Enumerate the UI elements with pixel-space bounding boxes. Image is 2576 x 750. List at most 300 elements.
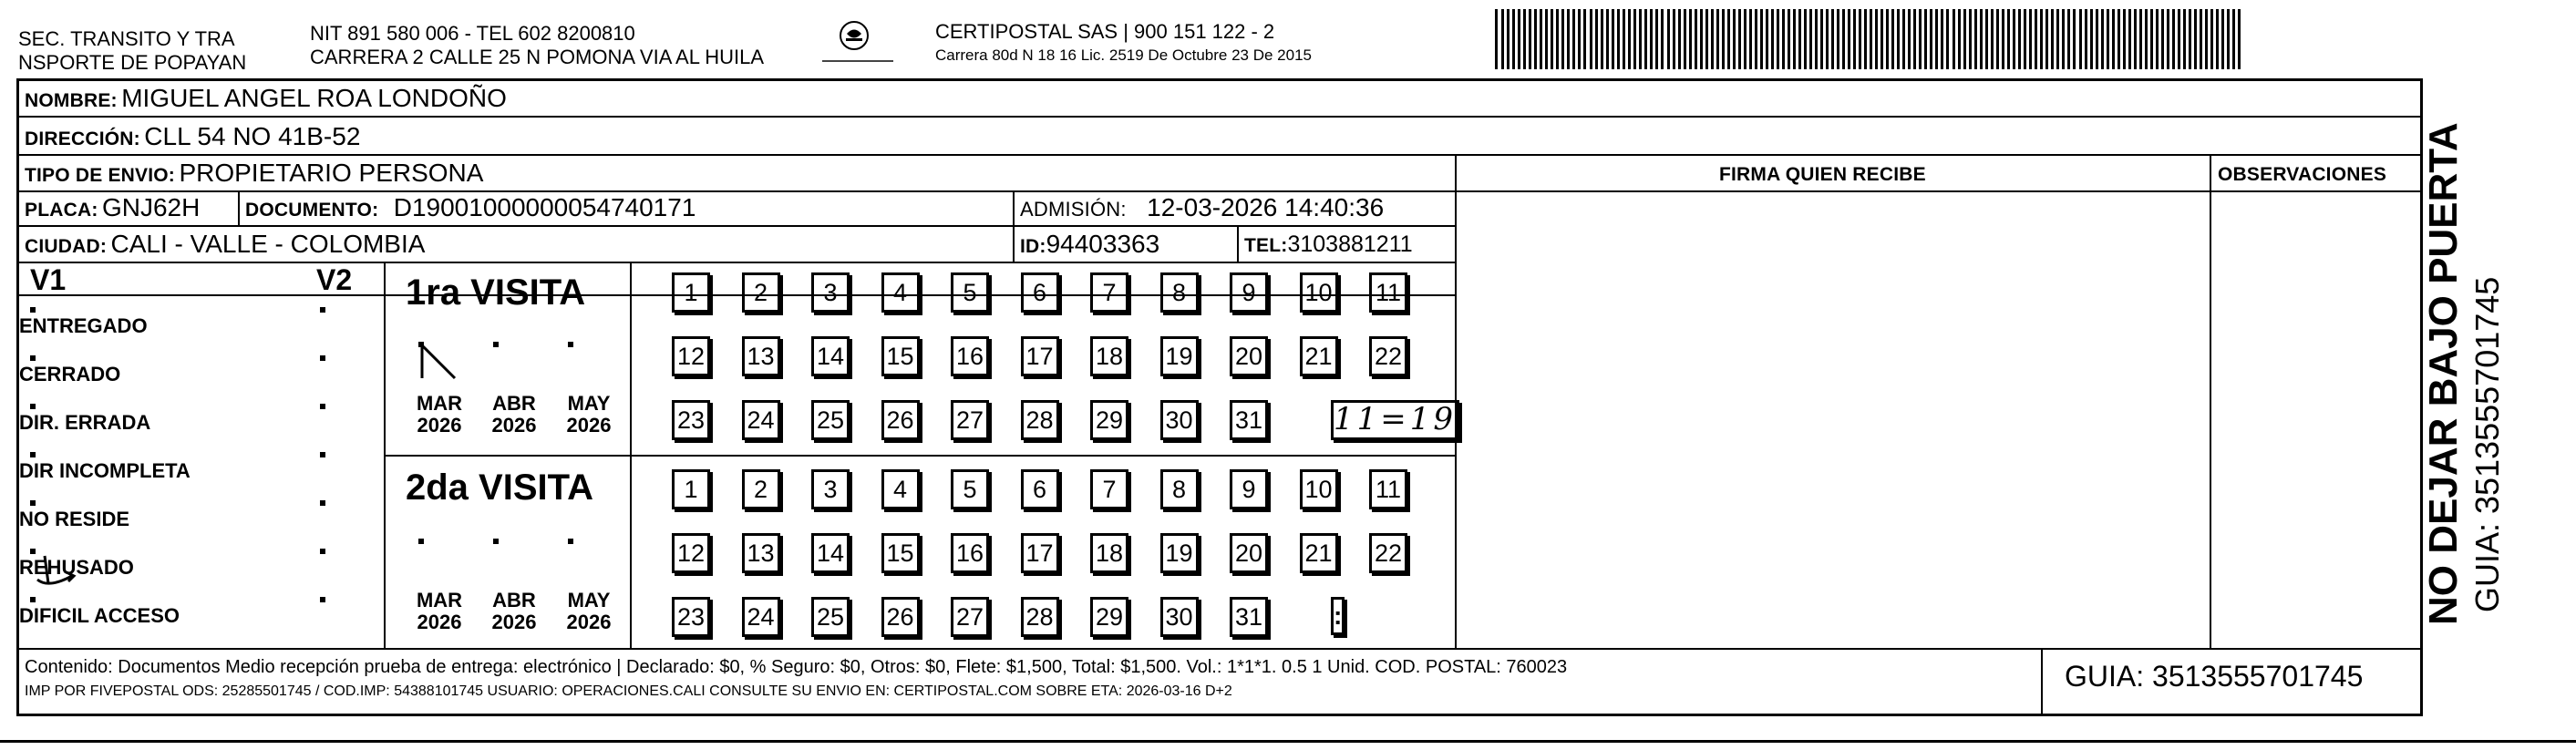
day-box[interactable]: 2 <box>742 469 780 509</box>
day-box[interactable]: 28 <box>1021 597 1059 637</box>
time-separator: : <box>1334 601 1343 630</box>
day-box[interactable]: 15 <box>881 533 920 573</box>
direccion-label: DIRECCIÓN: <box>25 128 140 149</box>
day-box[interactable]: 9 <box>1230 272 1268 313</box>
month-label <box>407 393 471 437</box>
barcode-bar <box>1826 9 1829 69</box>
barcode-bar <box>1655 9 1658 69</box>
day-box[interactable]: 5 <box>951 272 989 313</box>
day-box[interactable]: 28 <box>1021 400 1059 440</box>
barcode-bar <box>2128 9 2131 69</box>
v1-checkbox[interactable] <box>30 452 36 457</box>
day-box[interactable]: 11 <box>1369 469 1407 509</box>
day-box[interactable]: 4 <box>881 469 920 509</box>
barcode-bar <box>1842 9 1845 69</box>
barcode-bar <box>2051 9 2054 69</box>
time-box[interactable] <box>1331 597 1345 635</box>
day-box[interactable]: 10 <box>1300 272 1338 313</box>
month-year: 2026 <box>491 414 537 437</box>
barcode-bar <box>1924 9 1927 69</box>
barcode-bar <box>2029 9 2032 69</box>
barcode-bar <box>2221 9 2224 69</box>
barcode-bar <box>1545 9 1548 69</box>
barcode-bar <box>1815 9 1818 69</box>
month-name: MAY <box>567 589 611 611</box>
month-checkbox[interactable] <box>418 342 424 347</box>
v1-checkbox[interactable] <box>30 307 36 313</box>
month-label <box>407 590 471 633</box>
courier-name: CERTIPOSTAL SAS | 900 151 122 - 2 <box>935 20 1275 43</box>
barcode-bar <box>2007 9 2010 69</box>
barcode-bar <box>1644 9 1647 69</box>
day-box[interactable]: 16 <box>951 533 989 573</box>
barcode-bar <box>2112 9 2115 69</box>
day-box[interactable]: 20 <box>1230 336 1268 376</box>
day-box[interactable]: 21 <box>1300 533 1338 573</box>
barcode-bar <box>1820 9 1823 69</box>
barcode-bar <box>2035 9 2037 69</box>
barcode-bar <box>1612 9 1614 69</box>
day-box[interactable]: 12 <box>672 336 710 376</box>
barcode-bar <box>2232 9 2235 69</box>
barcode-bar <box>1930 9 1932 69</box>
month-label <box>557 590 621 633</box>
barcode-bar <box>2085 9 2087 69</box>
month-checkbox[interactable] <box>418 539 424 544</box>
agency-contact <box>310 22 764 69</box>
barcode-bar <box>1529 9 1531 69</box>
bottom-rule <box>0 740 2576 743</box>
barcode-bar <box>1567 9 1570 69</box>
barcode-bar <box>1733 9 1736 69</box>
barcode-bar <box>2045 9 2048 69</box>
barcode-bar <box>1590 9 1592 69</box>
barcode-bar <box>2161 9 2164 69</box>
barcode-bar <box>1886 9 1889 69</box>
barcode-bar <box>2145 9 2148 69</box>
nombre-value: MIGUEL ANGEL ROA LONDOÑO <box>121 84 507 112</box>
barcode-bar <box>1980 9 1983 69</box>
barcode-bar <box>1864 9 1867 69</box>
barcode-bar <box>1946 9 1949 69</box>
barcode-bar <box>1831 9 1834 69</box>
barcode-bar <box>1518 9 1520 69</box>
direccion-field <box>25 121 360 157</box>
barcode-bar <box>1848 9 1850 69</box>
day-box[interactable]: 13 <box>742 336 780 376</box>
documento-field <box>245 192 696 228</box>
barcode-bar <box>2090 9 2093 69</box>
day-box[interactable]: 30 <box>1160 400 1199 440</box>
barcode-bar <box>2107 9 2109 69</box>
month-name: MAY <box>567 392 611 415</box>
barcode-bar <box>1953 9 1955 69</box>
day-box[interactable]: 19 <box>1160 336 1199 376</box>
contenido-text: Contenido: Documentos Medio recepción prueba de entrega: electrónico | Declarado: $0, % Seguro: $0, Otros: $0, Flete: $1,500, Total: $1,500. Vol.: 1*1*1. 0.5 1 Unid. COD. POSTAL: 760023 <box>25 657 1568 677</box>
v2-checkbox[interactable] <box>320 355 325 361</box>
v1-checkbox[interactable] <box>30 597 36 602</box>
barcode-bar <box>2210 9 2213 69</box>
v2-checkbox[interactable] <box>320 404 325 409</box>
barcode-bar <box>1578 9 1581 69</box>
barcode-bar <box>2056 9 2059 69</box>
barcode-bar <box>1551 9 1553 69</box>
status-option-label: NO RESIDE <box>19 508 130 530</box>
day-box[interactable]: 8 <box>1160 272 1199 313</box>
barcode-bar <box>1777 9 1779 69</box>
delivery-form <box>16 78 2423 716</box>
day-box[interactable]: 17 <box>1021 533 1059 573</box>
v2-label: V2 <box>316 263 353 296</box>
barcode-bar <box>1744 9 1747 69</box>
barcode-bar <box>2101 9 2104 69</box>
documento-value: D19001000000054740171 <box>393 193 696 221</box>
v1-label: V1 <box>30 263 67 296</box>
barcode-bar <box>1935 9 1938 69</box>
month-checkbox[interactable] <box>568 539 573 544</box>
status-option-label: DIR INCOMPLETA <box>19 459 191 482</box>
barcode-bar <box>1919 9 1922 69</box>
barcode-bar <box>1793 9 1796 69</box>
day-box[interactable]: 1 <box>672 272 710 313</box>
barcode-bar <box>1700 9 1703 69</box>
day-box[interactable]: 13 <box>742 533 780 573</box>
barcode-bar <box>1661 9 1664 69</box>
barcode-bar <box>2156 9 2159 69</box>
v1-checkbox[interactable] <box>30 500 36 506</box>
barcode-bar <box>2167 9 2169 69</box>
v2-checkbox[interactable] <box>320 549 325 554</box>
v1-checkbox[interactable] <box>30 549 36 554</box>
barcode-bar <box>2013 9 2015 69</box>
barcode-bar <box>1684 9 1686 69</box>
v2-checkbox[interactable] <box>320 500 325 506</box>
no-dejar-bajo-puerta: NO DEJAR BAJO PUERTA <box>2421 122 2466 625</box>
barcode-bar <box>1673 9 1675 69</box>
placa-value: GNJ62H <box>101 193 201 221</box>
courier-info <box>935 20 1312 67</box>
barcode-bar <box>1617 9 1620 69</box>
barcode-bar <box>1722 9 1725 69</box>
barcode-bar <box>2079 9 2082 69</box>
barcode-bar <box>1760 9 1763 69</box>
barcode-bar <box>2018 9 2021 69</box>
barcode-bar <box>1804 9 1807 69</box>
month-checkbox[interactable] <box>493 342 499 347</box>
barcode-bar <box>2123 9 2126 69</box>
tel-value: 3103881211 <box>1287 231 1413 257</box>
barcode-bar <box>1985 9 1988 69</box>
day-box[interactable]: 4 <box>881 272 920 313</box>
day-box[interactable]: 20 <box>1230 533 1268 573</box>
barcode-bar <box>1875 9 1878 69</box>
agency-nit: NIT 891 580 006 - TEL 602 8200810 <box>310 22 635 45</box>
v2-checkbox[interactable] <box>320 597 325 602</box>
id-value: 94403363 <box>1046 230 1160 258</box>
day-box[interactable]: 5 <box>951 469 989 509</box>
month-label <box>482 393 546 437</box>
barcode-bar <box>2040 9 2043 69</box>
day-box[interactable]: 11 <box>1369 272 1407 313</box>
month-name: ABR <box>492 589 536 611</box>
barcode-bar <box>1897 9 1900 69</box>
tipo-envio-field <box>25 158 483 193</box>
barcode-bar <box>1540 9 1542 69</box>
barcode-bar <box>1507 9 1510 69</box>
nombre-label: NOMBRE: <box>25 90 118 111</box>
barcode-bar <box>1941 9 1943 69</box>
barcode-bar <box>1880 9 1883 69</box>
day-box[interactable]: 6 <box>1021 272 1059 313</box>
agency-name <box>18 27 246 75</box>
day-box[interactable]: 14 <box>811 336 850 376</box>
day-box[interactable]: 26 <box>881 400 920 440</box>
barcode-bar <box>2067 9 2070 69</box>
barcode-bar <box>1595 9 1598 69</box>
barcode-bar <box>2062 9 2065 69</box>
month-year: 2026 <box>566 414 612 437</box>
tracking-barcode <box>1495 9 2242 69</box>
barcode-bar <box>2189 9 2191 69</box>
status-option-label: REHUSADO <box>19 556 134 579</box>
ciudad-label: CIUDAD: <box>25 236 108 257</box>
x-mark-icon <box>418 342 459 382</box>
barcode-bar <box>1969 9 1972 69</box>
barcode-bar <box>2183 9 2186 69</box>
barcode-bar <box>1534 9 1537 69</box>
barcode-bar <box>1749 9 1752 69</box>
barcode-bar <box>1809 9 1812 69</box>
tel-label: TEL: <box>1244 235 1288 256</box>
barcode-bar <box>1606 9 1609 69</box>
month-year: 2026 <box>491 611 537 633</box>
day-box[interactable]: 25 <box>811 597 850 637</box>
day-box[interactable]: 2 <box>742 272 780 313</box>
admision-field <box>1020 192 1384 228</box>
day-box[interactable]: 19 <box>1160 533 1199 573</box>
day-box[interactable]: 29 <box>1090 597 1128 637</box>
day-box[interactable]: 16 <box>951 336 989 376</box>
month-checkbox[interactable] <box>493 539 499 544</box>
day-box[interactable]: 31 <box>1230 597 1268 637</box>
day-box[interactable]: 23 <box>672 597 710 637</box>
barcode-bar <box>2096 9 2098 69</box>
ciudad-value: CALI - VALLE - COLOMBIA <box>110 230 426 258</box>
barcode-bar <box>1859 9 1861 69</box>
day-box[interactable]: 10 <box>1300 469 1338 509</box>
v2-checkbox[interactable] <box>320 452 325 457</box>
barcode-bar <box>2139 9 2142 69</box>
barcode-bar <box>1650 9 1653 69</box>
barcode-bar <box>1556 9 1559 69</box>
barcode-bar <box>2002 9 2004 69</box>
barcode-bar <box>2238 9 2241 69</box>
barcode-bar <box>1908 9 1911 69</box>
imp-text: IMP POR FIVEPOSTAL ODS: 25285501745 / COD.IMP: 54388101745 USUARIO: OPERACIONES.CALI CONSULTE SU ENVIO EN: CERTIPOSTAL.COM SOBRE ETA: 2026-03-16 D+2 <box>25 683 1232 699</box>
day-box[interactable]: 25 <box>811 400 850 440</box>
day-box[interactable]: 6 <box>1021 469 1059 509</box>
day-box[interactable]: 26 <box>881 597 920 637</box>
day-box[interactable]: 29 <box>1090 400 1128 440</box>
day-box[interactable]: 17 <box>1021 336 1059 376</box>
barcode-bar <box>1913 9 1916 69</box>
day-box[interactable]: 21 <box>1300 336 1338 376</box>
direccion-value: CLL 54 NO 41B-52 <box>144 122 361 150</box>
barcode-bar <box>1639 9 1642 69</box>
barcode-bar <box>1963 9 1966 69</box>
barcode-bar <box>2172 9 2175 69</box>
barcode-bar <box>2117 9 2120 69</box>
firma-header: FIRMA QUIEN RECIBE <box>1719 164 1926 185</box>
v2-checkbox[interactable] <box>320 307 325 313</box>
ciudad-field <box>25 229 425 264</box>
barcode-bar <box>1727 9 1730 69</box>
status-option-label: ENTREGADO <box>19 314 148 337</box>
barcode-bar <box>2200 9 2202 69</box>
tipo-envio-value: PROPIETARIO PERSONA <box>179 159 484 187</box>
day-box[interactable]: 18 <box>1090 336 1128 376</box>
barcode-bar <box>2216 9 2219 69</box>
barcode-bar <box>1628 9 1631 69</box>
courier-address: Carrera 80d N 18 16 Lic. 2519 De Octubre 23 De 2015 <box>935 46 1312 64</box>
barcode-bar <box>1633 9 1636 69</box>
admision-label: ADMISIÓN: <box>1020 198 1127 221</box>
barcode-bar <box>1771 9 1774 69</box>
barcode-bar <box>1667 9 1670 69</box>
day-box[interactable]: 7 <box>1090 272 1128 313</box>
day-box[interactable]: 12 <box>672 533 710 573</box>
barcode-bar <box>2024 9 2026 69</box>
barcode-bar <box>1991 9 1994 69</box>
barcode-bar <box>1798 9 1801 69</box>
day-box[interactable]: 27 <box>951 597 989 637</box>
agency-line-1: SEC. TRANSITO Y TRA <box>18 27 235 50</box>
day-box[interactable]: 30 <box>1160 597 1199 637</box>
barcode-bar <box>1561 9 1564 69</box>
barcode-bar <box>1572 9 1575 69</box>
handwritten-hour: 11=19 <box>1334 401 1458 437</box>
barcode-bar <box>2150 9 2153 69</box>
barcode-bar <box>1495 9 1498 69</box>
observaciones-header: OBSERVACIONES <box>2218 164 2387 185</box>
placa-label: PLACA: <box>25 200 98 221</box>
barcode-bar <box>1902 9 1905 69</box>
placa-field <box>25 192 200 228</box>
day-box[interactable]: 7 <box>1090 469 1128 509</box>
barcode-bar <box>1738 9 1741 69</box>
day-box[interactable]: 22 <box>1369 336 1407 376</box>
day-box[interactable]: 1 <box>672 469 710 509</box>
barcode-bar <box>2178 9 2180 69</box>
first-visit-title: 1ra VISITA <box>406 272 586 313</box>
barcode-bar <box>1689 9 1692 69</box>
guia-side: GUIA: 3513555701745 <box>2468 276 2506 612</box>
barcode-bar <box>1974 9 1977 69</box>
barcode-bar <box>1837 9 1839 69</box>
barcode-bar <box>1716 9 1719 69</box>
courier-logo-icon <box>839 20 870 51</box>
day-box[interactable]: 23 <box>672 400 710 440</box>
barcode-bar <box>1870 9 1872 69</box>
day-box[interactable]: 8 <box>1160 469 1199 509</box>
barcode-bar <box>1755 9 1757 69</box>
barcode-bar <box>1958 9 1961 69</box>
courier-logo-wordmark <box>822 53 893 60</box>
tipo-envio-label: TIPO DE ENVIO: <box>25 165 175 186</box>
guia-footer: GUIA: 3513555701745 <box>2065 660 2364 693</box>
month-year: 2026 <box>417 611 462 633</box>
barcode-bar <box>1853 9 1856 69</box>
barcode-bar <box>1623 9 1625 69</box>
barcode-bar <box>1512 9 1515 69</box>
day-box[interactable]: 24 <box>742 597 780 637</box>
month-year: 2026 <box>417 414 462 437</box>
barcode-bar <box>1996 9 1999 69</box>
barcode-bar <box>2134 9 2137 69</box>
day-box[interactable]: 31 <box>1230 400 1268 440</box>
day-box[interactable]: 22 <box>1369 533 1407 573</box>
admision-value: 12-03-2026 14:40:36 <box>1147 193 1385 221</box>
month-year: 2026 <box>566 611 612 633</box>
day-box[interactable]: 14 <box>811 533 850 573</box>
status-option-label: DIR. ERRADA <box>19 411 151 434</box>
barcode-bar <box>2073 9 2076 69</box>
month-name: ABR <box>492 392 536 415</box>
barcode-bar <box>2227 9 2230 69</box>
status-option-label: CERRADO <box>19 363 121 385</box>
month-name: MAR <box>416 392 463 415</box>
barcode-bar <box>1523 9 1526 69</box>
tel-field <box>1244 229 1413 263</box>
barcode-bar <box>1501 9 1504 69</box>
barcode-bar <box>1705 9 1708 69</box>
hour-box[interactable] <box>1331 400 1459 440</box>
nombre-field <box>25 83 507 118</box>
month-checkbox[interactable] <box>568 342 573 347</box>
day-box[interactable]: 3 <box>811 469 850 509</box>
second-visit-title: 2da VISITA <box>406 467 593 508</box>
barcode-bar <box>1891 9 1894 69</box>
barcode-bar <box>1601 9 1603 69</box>
month-label <box>557 393 621 437</box>
barcode-bar <box>1782 9 1785 69</box>
barcode-bar <box>1583 9 1586 69</box>
barcode-bar <box>1695 9 1697 69</box>
barcode-bar <box>1678 9 1681 69</box>
agency-address: CARRERA 2 CALLE 25 N POMONA VIA AL HUILA <box>310 46 765 68</box>
day-box[interactable]: 24 <box>742 400 780 440</box>
month-label <box>482 590 546 633</box>
barcode-bar <box>1766 9 1768 69</box>
day-box[interactable]: 18 <box>1090 533 1128 573</box>
barcode-bar <box>2194 9 2197 69</box>
day-box[interactable]: 9 <box>1230 469 1268 509</box>
status-option-label: DIFICIL ACCESO <box>19 604 180 627</box>
day-box[interactable]: 3 <box>811 272 850 313</box>
barcode-bar <box>1788 9 1790 69</box>
v1-checkbox[interactable] <box>30 355 36 361</box>
agency-line-2: NSPORTE DE POPAYAN <box>18 51 247 74</box>
barcode-bar <box>2205 9 2208 69</box>
id-label: ID: <box>1020 236 1046 257</box>
day-box[interactable]: 27 <box>951 400 989 440</box>
documento-label: DOCUMENTO: <box>245 200 379 221</box>
id-field <box>1020 229 1159 264</box>
v1-checkbox[interactable] <box>30 404 36 409</box>
month-name: MAR <box>416 589 463 611</box>
barcode-bar <box>1711 9 1714 69</box>
day-box[interactable]: 15 <box>881 336 920 376</box>
